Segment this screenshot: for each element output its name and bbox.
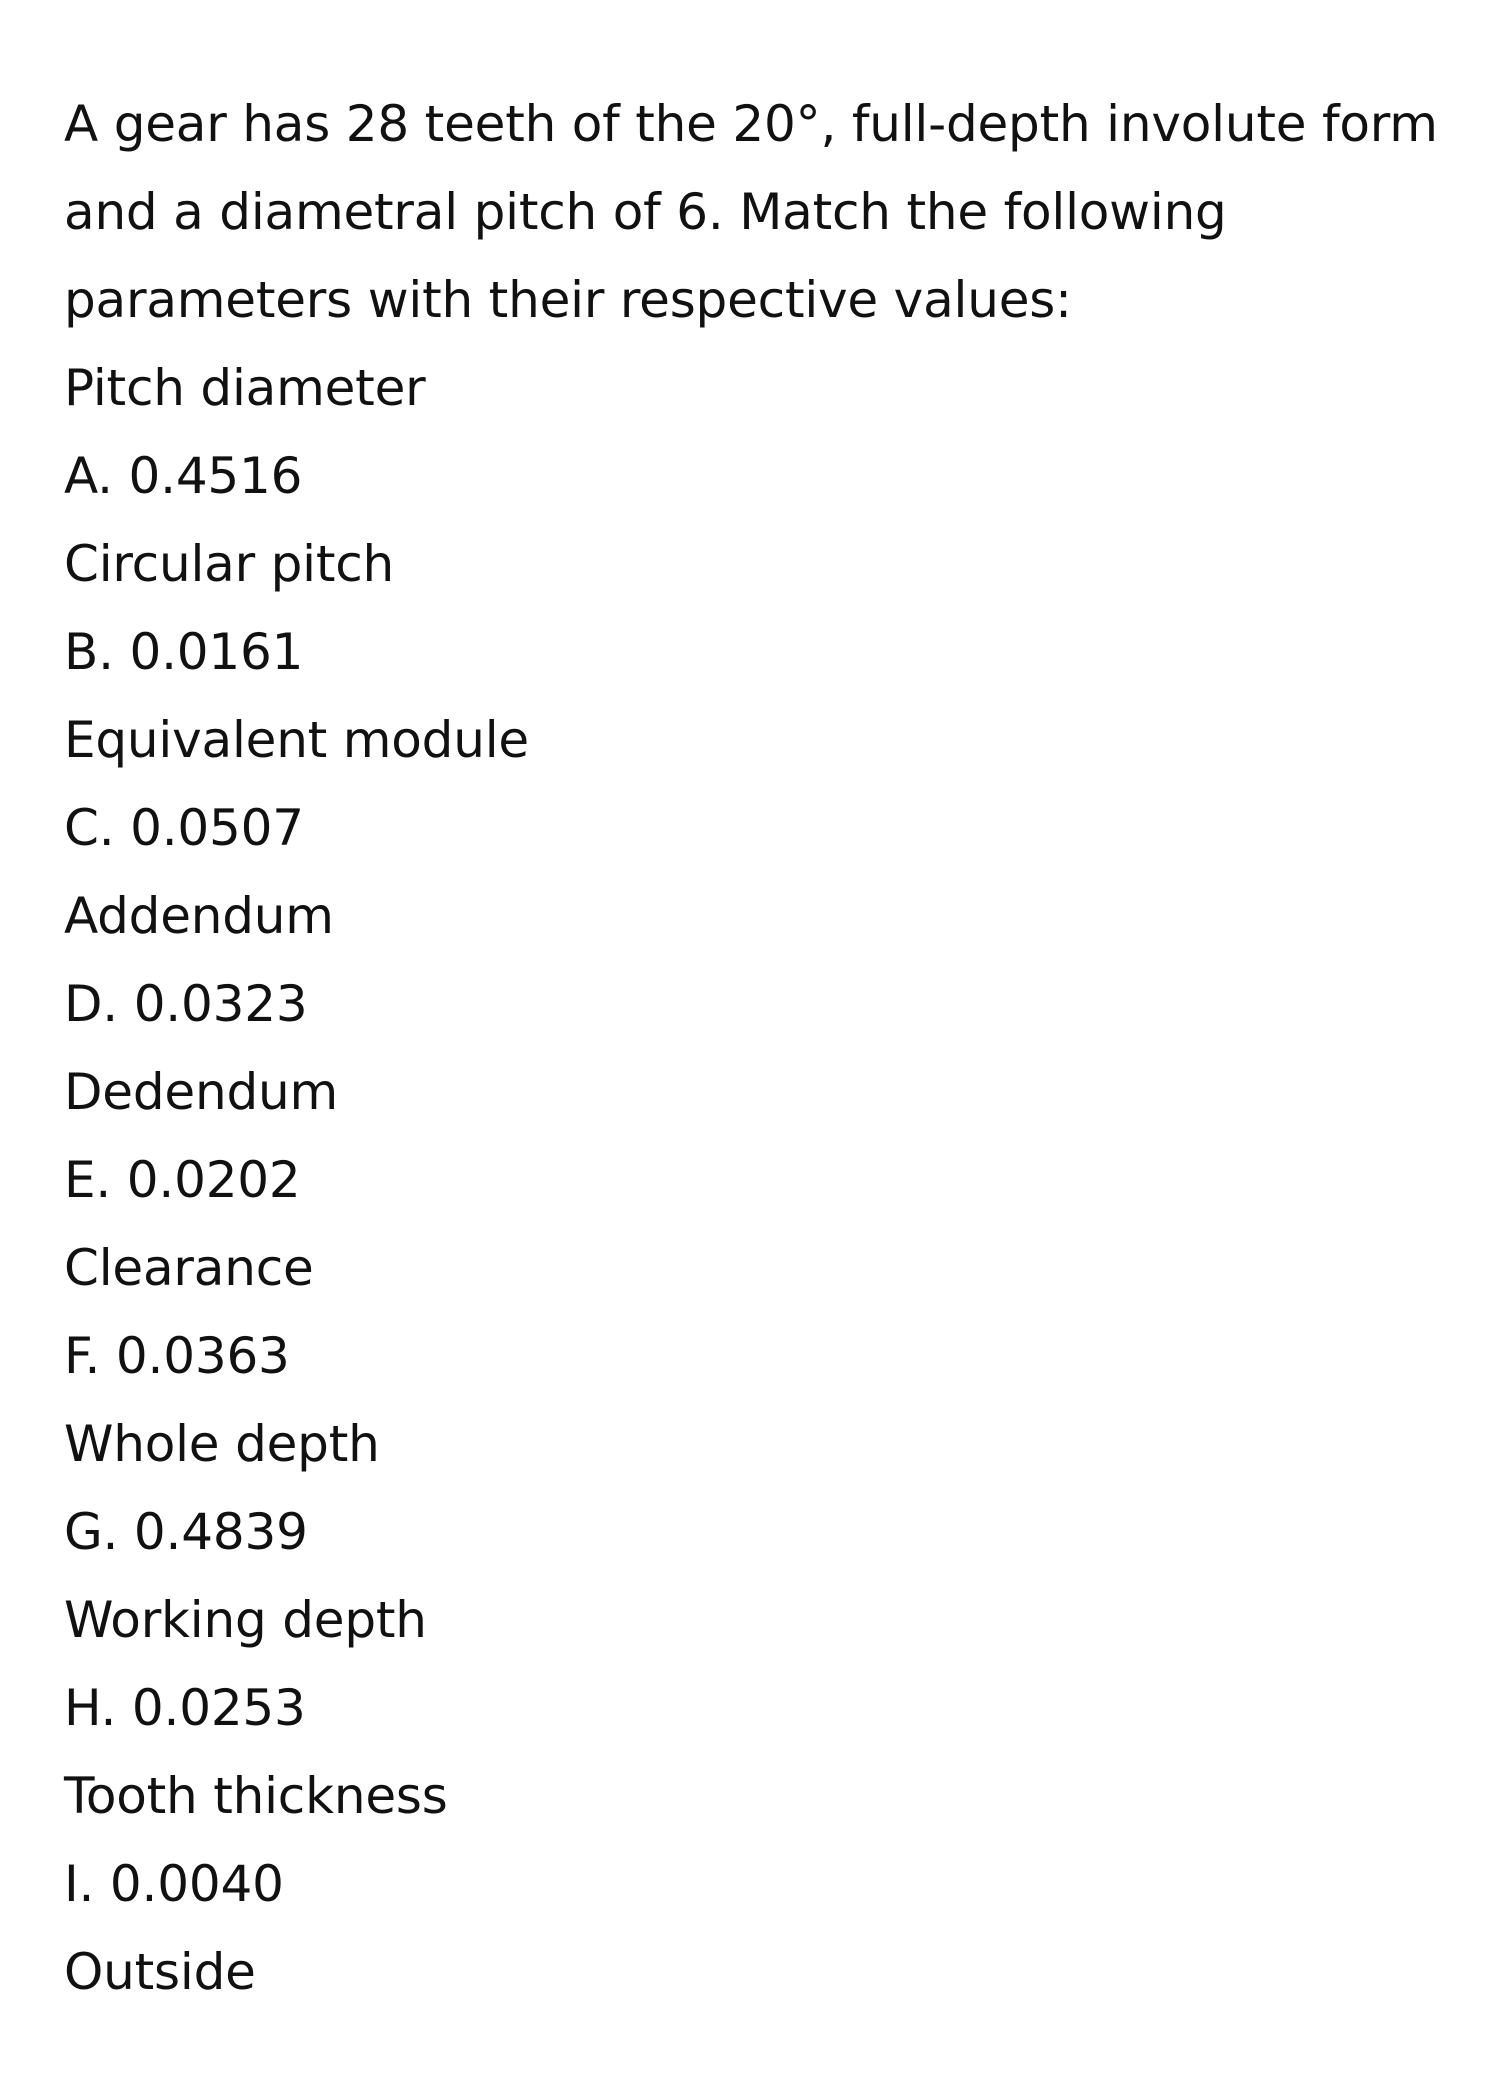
value-option-i: I. 0.0040 [64, 1855, 284, 1913]
question-stem: A gear has 28 teeth of the 20°, full-depth involute form and a diametral pitch of 6. Match the following parameters with their respective values: [64, 95, 1438, 329]
parameter-dedendum: Dedendum [64, 1063, 338, 1121]
value-option-g: G. 0.4839 [64, 1503, 308, 1561]
value-option-e: E. 0.0202 [64, 1151, 301, 1209]
parameter-whole-depth: Whole depth [64, 1415, 380, 1473]
value-option-c: C. 0.0507 [64, 799, 304, 857]
parameter-pitch-diameter: Pitch diameter [64, 359, 426, 417]
value-option-b: B. 0.0161 [64, 623, 304, 681]
parameter-clearance: Clearance [64, 1239, 314, 1297]
parameter-value-list [64, 344, 1440, 2016]
value-option-h: H. 0.0253 [64, 1679, 306, 1737]
parameter-tooth-thickness: Tooth thickness [64, 1767, 448, 1825]
value-option-f: F. 0.0363 [64, 1327, 290, 1385]
value-option-a: A. 0.4516 [64, 447, 303, 505]
parameter-equivalent-module: Equivalent module [64, 711, 529, 769]
parameter-working-depth: Working depth [64, 1591, 427, 1649]
parameter-outside: Outside [64, 1943, 256, 2001]
value-option-d: D. 0.0323 [64, 975, 308, 1033]
parameter-addendum: Addendum [64, 887, 334, 945]
parameter-circular-pitch: Circular pitch [64, 535, 395, 593]
